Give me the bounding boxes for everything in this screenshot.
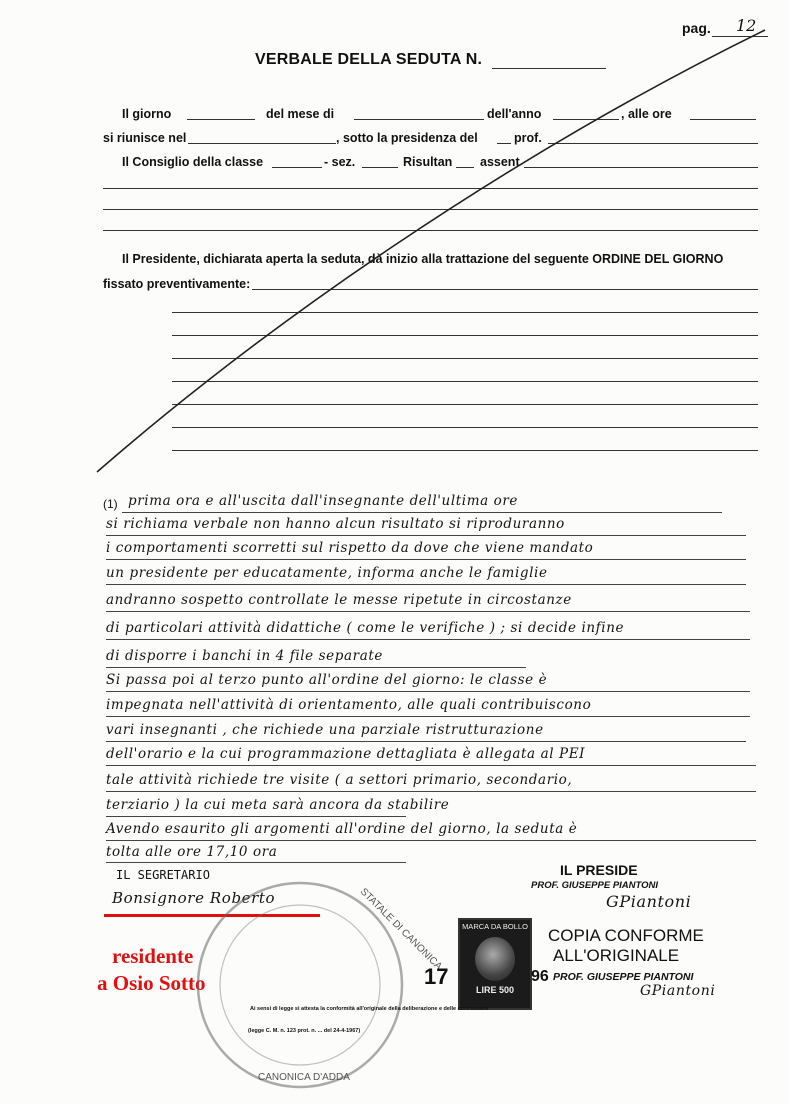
copy-year: 96 (531, 968, 549, 985)
seal-text-bottom: CANONICA D'ADDA (258, 1072, 350, 1083)
label-mese: del mese di (266, 107, 335, 121)
stamp-head-icon (475, 937, 515, 981)
label-anno: dell'anno (487, 107, 542, 121)
label-prof: prof. (514, 131, 542, 145)
label-ore: , alle ore (621, 107, 672, 121)
footnote-marker: (1) (103, 497, 118, 511)
label-sez: - sez. (324, 155, 356, 169)
label-riunisce: si riunisce nel (103, 131, 187, 145)
minutes-line: tolta alle ore 17,10 ora (106, 844, 278, 860)
minutes-line: di particolari attività didattiche ( come le verifiche ) ; si decide infine (106, 620, 625, 636)
annotation-line-2: a Osio Sotto (97, 971, 206, 995)
page-label: pag. (682, 20, 711, 36)
page-number: 12 (736, 16, 757, 35)
copy-line-1: COPIA CONFORME (548, 926, 704, 945)
secretary-label: IL SEGRETARIO (116, 868, 210, 882)
copy-line-2: ALL'ORIGINALE (553, 946, 680, 965)
copy-date: 17 (424, 964, 449, 989)
minutes-line: tale attività richiede tre visite ( a settori primario, secondario, (106, 772, 573, 788)
page-title: VERBALE DELLA SEDUTA N. (255, 51, 483, 68)
label-presidenza: , sotto la presidenza del (336, 131, 478, 145)
president-name: PROF. GIUSEPPE PIANTONI (531, 880, 659, 891)
legal-note-1: Ai sensi di legge si attesta la conformità all'originale della deliberazione e delle conclusioni (250, 1006, 489, 1012)
seal-text-top: STATALE DI CANONICA (357, 886, 444, 973)
minutes-line: prima ora e all'uscita dall'insegnante dell'ultima ore (128, 493, 519, 509)
minutes-line: dell'orario e la cui programmazione dettagliata è allegata al PEI (106, 746, 586, 762)
minutes-line: i comportamenti scorretti sul rispetto da dove che viene mandato (106, 540, 594, 556)
secretary-signature: Bonsignore Roberto (112, 889, 276, 907)
president-signature: GPiantoni (606, 892, 692, 911)
legal-note-2: (legge C. M. n. 123 prot. n. ... del 24-4-1967) (248, 1028, 361, 1034)
revenue-stamp-top: MARCA DA BOLLO (462, 922, 528, 931)
minutes-line: si richiama verbale non hanno alcun risultato si riproduranno (106, 516, 565, 532)
presidente-line-1: Il Presidente, dichiarata aperta la seduta, dà inizio alla trattazione del seguente ORDINE DEL GIORNO (122, 252, 724, 266)
minutes-line: Avendo esaurito gli argomenti all'ordine del giorno, la seduta è (106, 821, 578, 837)
presidente-line-2: fissato preventivamente: (103, 277, 251, 291)
copy-name: PROF. GIUSEPPE PIANTONI (553, 971, 694, 983)
label-consiglio: Il Consiglio della classe (122, 155, 264, 169)
label-risultan: Risultan (403, 155, 453, 169)
copy-signature: GPiantoni (640, 983, 716, 999)
president-label: IL PRESIDE (560, 862, 638, 878)
revenue-stamp-value: LIRE 500 (475, 985, 515, 995)
minutes-line: un presidente per educatamente, informa anche le famiglie (106, 565, 548, 581)
minutes-line: Si passa poi al terzo punto all'ordine del giorno: le classe è (106, 672, 548, 688)
revenue-stamp (458, 918, 532, 1010)
minutes-line: andranno sospetto controllate le messe ripetute in circostanze (106, 592, 572, 608)
minutes-line: impegnata nell'attività di orientamento, alle quali contribuiscono (106, 697, 592, 713)
minutes-line: vari insegnanti , che richiede una parziale ristrutturazione (106, 722, 544, 738)
annotation-line-1: residente (112, 944, 194, 968)
label-assent: assent (480, 155, 520, 169)
label-giorno: Il giorno (122, 107, 172, 121)
minutes-line: di disporre i banchi in 4 file separate (106, 648, 383, 664)
minutes-line: terziario ) la cui meta sarà ancora da stabilire (106, 797, 450, 813)
